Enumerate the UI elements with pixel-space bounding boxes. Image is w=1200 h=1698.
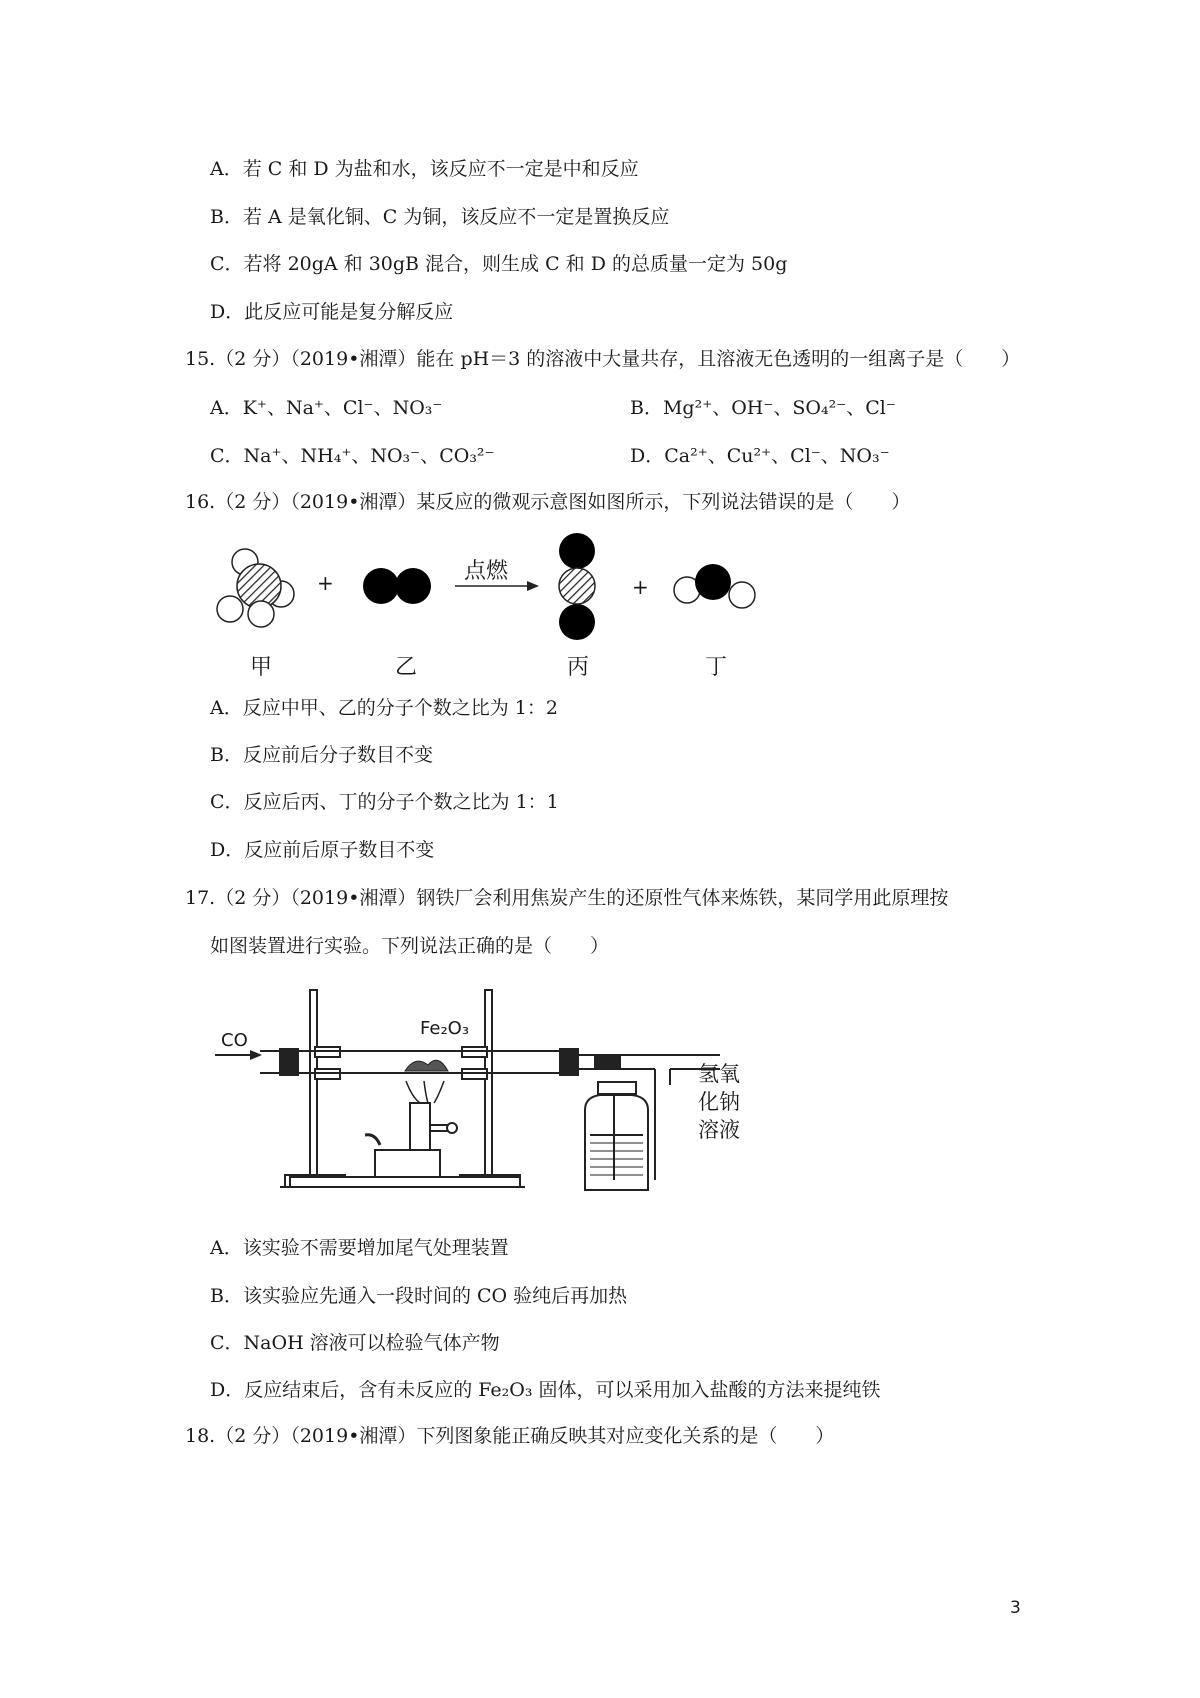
plus-sign: + <box>317 571 334 595</box>
q17-stem-line1: 17.（2 分）（2019•湘潭）钢铁厂会利用焦炭产生的还原性气体来炼铁，某同学用此原理按 <box>185 887 949 909</box>
q18-stem: 18.（2 分）（2019•湘潭）下列图象能正确反映其对应变化关系的是（ ） <box>185 1425 835 1447</box>
q14-option-b: B．若 A 是氧化铜、C 为铜，该反应不一定是置换反应 <box>210 206 670 228</box>
page-number: 3 <box>1010 1598 1021 1618</box>
q16-option-c: C．反应后丙、丁的分子个数之比为 1：1 <box>210 791 559 813</box>
fe2o3-label: Fe₂O₃ <box>420 1018 470 1039</box>
label-bing: 丙 <box>567 655 590 680</box>
naoh-label-line2: 化钠 <box>698 1090 740 1114</box>
q14-option-d: D．此反应可能是复分解反应 <box>210 301 454 323</box>
q16-option-d: D．反应前后原子数目不变 <box>210 839 435 861</box>
q16-option-b: B．反应前后分子数目不变 <box>210 744 433 766</box>
plus-sign: + <box>632 575 649 599</box>
label-ding: 丁 <box>705 655 728 680</box>
naoh-label-line3: 溶液 <box>698 1118 740 1142</box>
label-jia: 甲 <box>250 655 273 680</box>
molecule-yi <box>363 568 431 604</box>
q15-option-d: D．Ca²⁺、Cu²⁺、Cl⁻、NO₃⁻ <box>630 445 890 467</box>
molecule-jia <box>217 549 294 627</box>
molecule-ding <box>674 564 755 608</box>
reaction-condition: 点燃 <box>464 559 509 584</box>
q15-option-a: A．K⁺、Na⁺、Cl⁻、NO₃⁻ <box>210 397 443 419</box>
reaction-diagram <box>205 530 765 640</box>
q16-option-a: A．反应中甲、乙的分子个数之比为 1：2 <box>210 697 558 719</box>
q16-stem: 16.（2 分）（2019•湘潭）某反应的微观示意图如图所示，下列说法错误的是（ ） <box>185 491 911 513</box>
naoh-label-line1: 氢氧 <box>698 1062 740 1086</box>
q17-option-c: C．NaOH 溶液可以检验气体产物 <box>210 1332 500 1354</box>
molecule-bing <box>559 533 595 640</box>
q17-stem-line2: 如图装置进行实验。下列说法正确的是（ ） <box>210 935 610 957</box>
q15-stem: 15.（2 分）（2019•湘潭）能在 pH＝3 的溶液中大量共存，且溶液无色透明的一组离子是（ ） <box>185 348 1021 370</box>
q17-option-a: A．该实验不需要增加尾气处理装置 <box>210 1237 509 1259</box>
q14-option-c: C．若将 20gA 和 30gB 混合，则生成 C 和 D 的总质量一定为 50g <box>210 253 788 275</box>
q14-option-a: A．若 C 和 D 为盐和水，该反应不一定是中和反应 <box>210 158 639 180</box>
co-label: CO <box>221 1030 248 1051</box>
q17-option-b: B．该实验应先通入一段时间的 CO 验纯后再加热 <box>210 1285 628 1307</box>
q17-option-d: D．反应结束后，含有未反应的 Fe₂O₃ 固体，可以采用加入盐酸的方法来提纯铁 <box>210 1379 881 1401</box>
q15-option-b: B．Mg²⁺、OH⁻、SO₄²⁻、Cl⁻ <box>630 397 896 419</box>
q15-option-c: C．Na⁺、NH₄⁺、NO₃⁻、CO₃²⁻ <box>210 445 495 467</box>
label-yi: 乙 <box>395 655 418 680</box>
